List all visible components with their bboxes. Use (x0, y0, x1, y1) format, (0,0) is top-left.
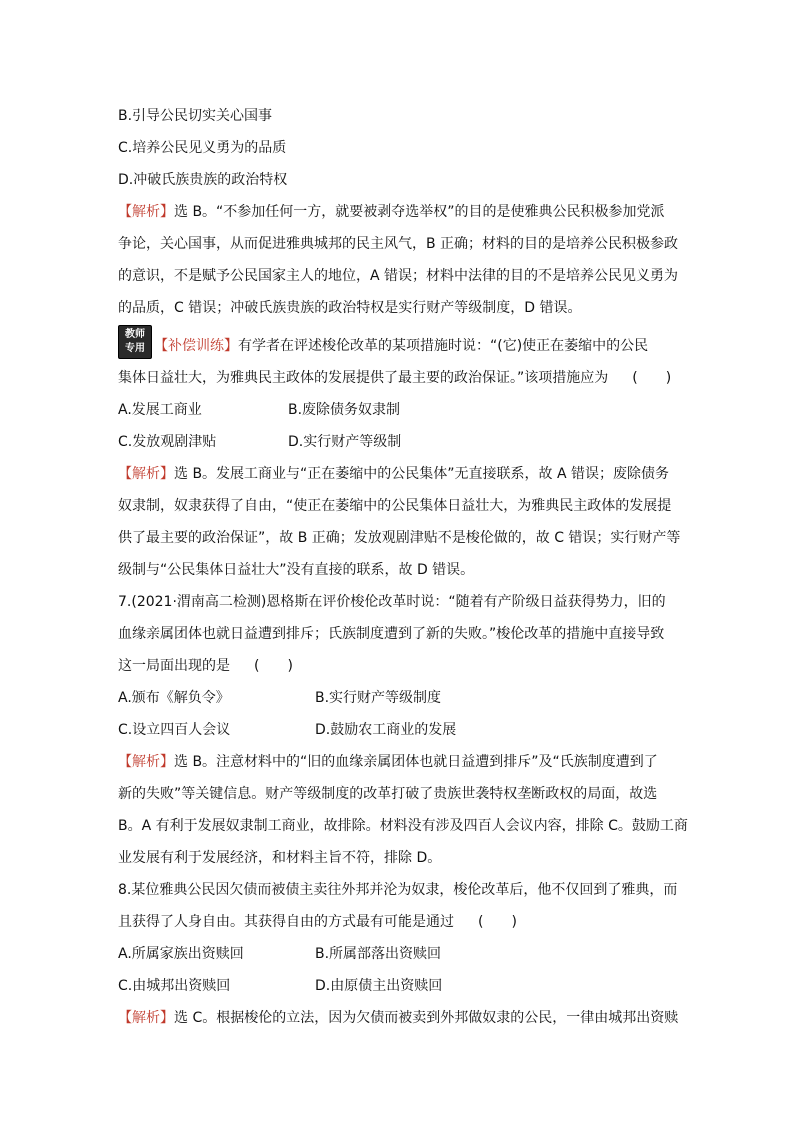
q7-analysis-line-2: 新的失败”等关键信息。财产等级制度的改革打破了贵族世袭特权垄断政权的局面，故选 (118, 786, 658, 802)
q7-options-row-1 (118, 682, 678, 714)
q6-analysis-line-3: 的意识，不是赋予公民国家主人的地位，A 错误；材料中法律的目的不是培养公民见义勇为 (118, 268, 679, 284)
q7-option-b[interactable]: B.实行财产等级制度 (315, 690, 442, 706)
q7-stem-line-2: 血缘亲属团体也就日益遭到排斥；氏族制度遭到了新的失败。”梭伦改革的措施中直接导致 (118, 626, 665, 642)
q7-option-a[interactable]: A.颁布《解负令》 (118, 690, 230, 706)
q7-analysis-line-4: 业发展有利于发展经济，和材料主旨不符，排除 D。 (118, 850, 442, 866)
q6-option-b[interactable]: B.引导公民切实关心国事 (118, 108, 273, 124)
buchang-analysis-line-2: 奴隶制，奴隶获得了自由，“使正在萎缩中的公民集体日益壮大，为雅典民主政体的发展提 (118, 498, 672, 514)
q8-option-c[interactable]: C.由城邦出资赎回 (118, 978, 231, 994)
buchang-option-c[interactable]: C.发放观剧津贴 (118, 434, 217, 450)
buchang-analysis-line-4: 级制与“公民集体日益壮大”没有直接的联系，故 D 错误。 (118, 562, 475, 578)
q7-stem-line-1: 7.(2021·渭南高二检测)恩格斯在评价梭伦改革时说：“随着有产阶级日益获得势力，旧的 (118, 594, 666, 610)
analysis-tag: 【解析】 (118, 204, 174, 220)
q6-analysis-line-1: 【解析】选 B。“不参加任何一方，就要被剥夺选举权”的目的是使雅典公民积极参加党派 (118, 204, 665, 220)
buchang-analysis-line-1: 【解析】选 B。发展工商业与“正在萎缩中的公民集体”无直接联系，故 A 错误；废除债务 (118, 466, 670, 482)
buchang-tag: 【补偿训练】 (154, 338, 238, 354)
q8-stem-line-2: 且获得了人身自由。其获得自由的方式最有可能是通过 ( ) (118, 906, 678, 938)
q8-option-a[interactable]: A.所属家族出资赎回 (118, 946, 244, 962)
answer-blank: ( ) (632, 370, 672, 386)
q7-stem-line-3: 这一局面出现的是 ( ) (118, 650, 678, 682)
buchang-options-row-2 (118, 426, 678, 458)
buchang-analysis-line-3: 供了最主要的政治保证”，故 B 正确；发放观剧津贴不是梭伦做的，故 C 错误；实行财产等 (118, 530, 681, 546)
buchang-option-d[interactable]: D.实行财产等级制 (288, 434, 402, 450)
q6-option-d[interactable]: D.冲破氏族贵族的政治特权 (118, 172, 288, 188)
q8-option-b[interactable]: B.所属部落出资赎回 (315, 946, 442, 962)
buchang-stem-line-1: 教师 专用 【补偿训练】有学者在评述梭伦改革的某项措施时说：“(它)使正在萎缩中的公民 (118, 324, 678, 362)
buchang-stem-line-2: 集体日益壮大，为雅典民主政体的发展提供了最主要的政治保证。”该项措施应为 ( ) (118, 362, 678, 394)
q7-analysis-line-3: B。A 有利于发展奴隶制工商业，故排除。材料没有涉及四百人会议内容，排除 C。鼓励工商 (118, 818, 688, 834)
answer-blank: ( ) (478, 914, 517, 930)
q8-option-d[interactable]: D.由原债主出资赎回 (315, 978, 443, 994)
q7-option-c[interactable]: C.设立四百人会议 (118, 722, 231, 738)
q6-analysis-line-2: 争论，关心国事，从而促进雅典城邦的民主风气，B 正确；材料的目的是培养公民积极参政 (118, 236, 679, 252)
q6-option-c[interactable]: C.培养公民见义勇为的品质 (118, 140, 287, 156)
q8-options-row-1 (118, 938, 678, 970)
buchang-options-row-1 (118, 394, 678, 426)
q8-analysis-line-1: 【解析】选 C。根据梭伦的立法，因为欠债而被卖到外邦做奴隶的公民，一律由城邦出资赎 (118, 1010, 679, 1026)
buchang-option-a[interactable]: A.发展工商业 (118, 402, 202, 418)
document-page (118, 100, 688, 1034)
buchang-option-b[interactable]: B.废除债务奴隶制 (288, 402, 401, 418)
q8-options-row-2 (118, 970, 678, 1002)
teacher-only-badge-icon: 教师 专用 (118, 325, 152, 359)
q6-analysis-line-4: 的品质，C 错误；冲破氏族贵族的政治特权是实行财产等级制度，D 错误。 (118, 300, 582, 316)
answer-blank: ( ) (254, 658, 293, 674)
q8-stem-line-1: 8.某位雅典公民因欠债而被债主卖往外邦并沦为奴隶，梭伦改革后，他不仅回到了雅典，而 (118, 882, 678, 898)
q7-option-d[interactable]: D.鼓励农工商业的发展 (315, 722, 457, 738)
q7-analysis-line-1: 【解析】选 B。注意材料中的“旧的血缘亲属团体也就日益遭到排斥”及“氏族制度遭到了 (118, 754, 658, 770)
q7-options-row-2 (118, 714, 678, 746)
